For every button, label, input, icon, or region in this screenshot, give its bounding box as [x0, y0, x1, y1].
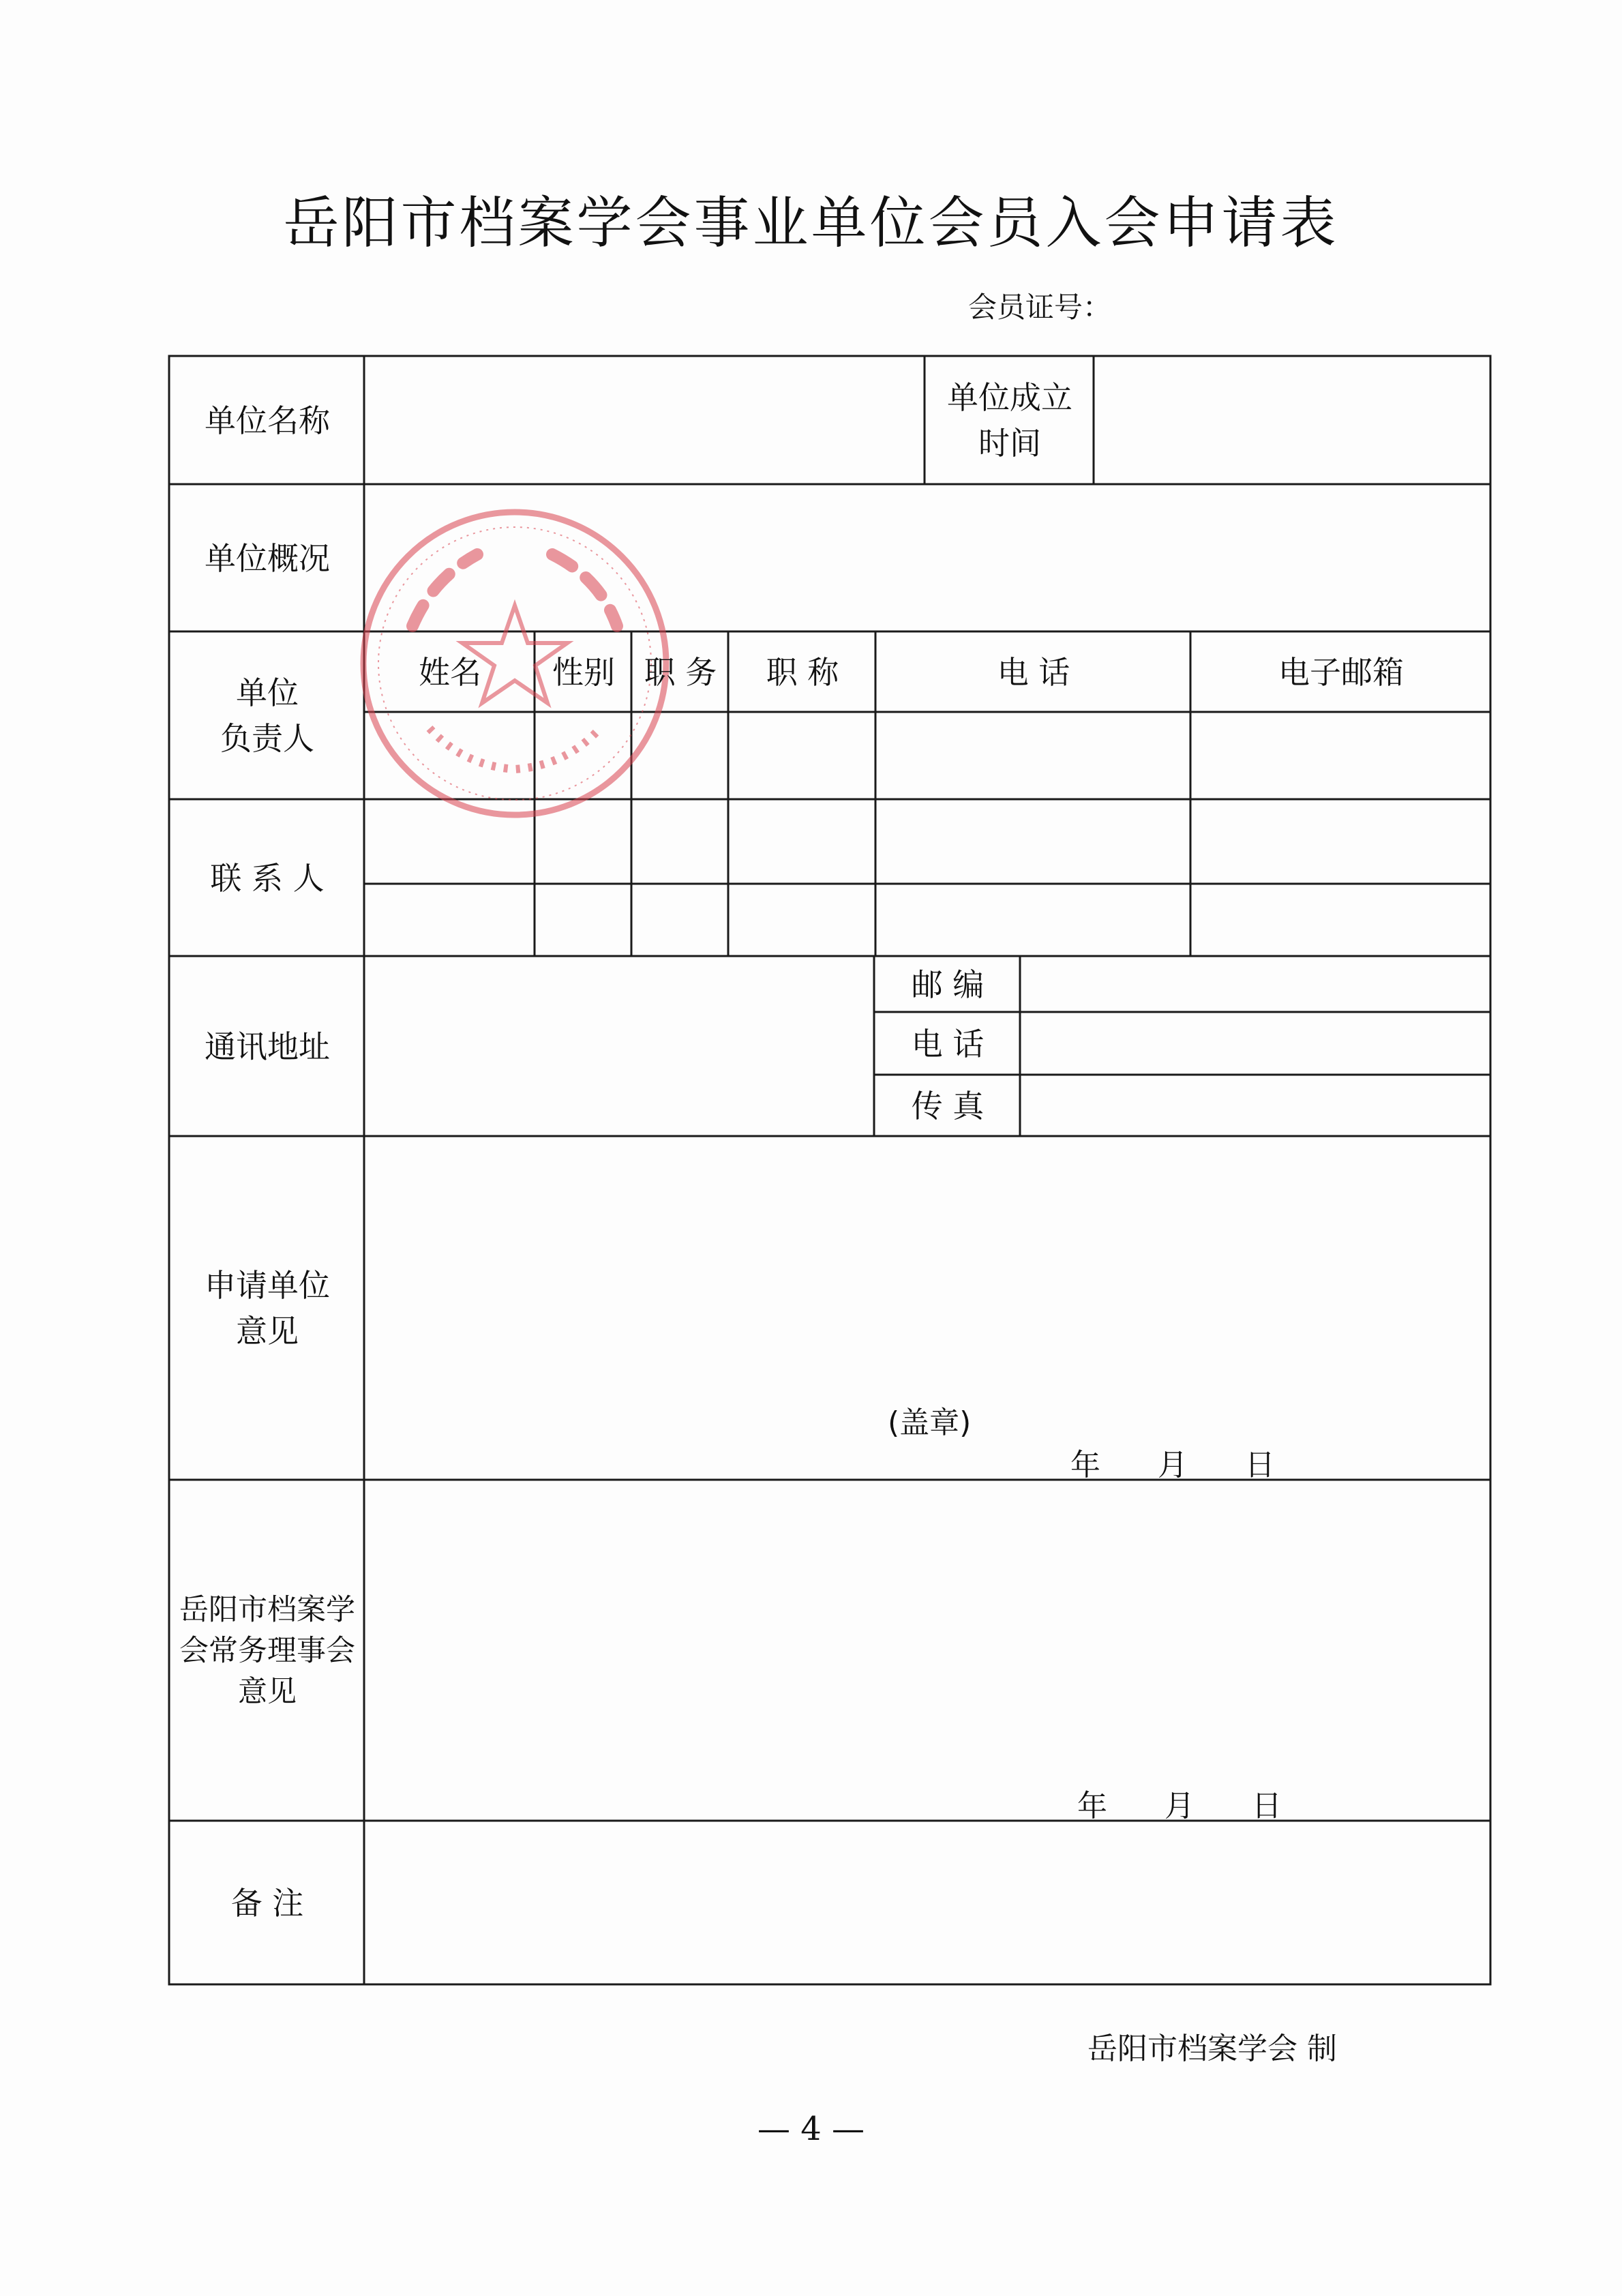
postcode-label: 邮 编 — [911, 966, 985, 1003]
header-name: 姓名 — [419, 653, 481, 691]
council-date: 年 月 日 — [1077, 1789, 1282, 1823]
mailing-address-label: 通讯地址 — [205, 1028, 330, 1065]
unit-name-label: 单位名称 — [205, 402, 330, 439]
council-opinion-label: 岳阳市档案学 会常务理事会 意见 — [179, 1592, 355, 1710]
fax-label: 传 真 — [911, 1087, 985, 1124]
member-number-label: 会员证号： — [968, 290, 1112, 324]
unit-leader-label: 单位 负责人 — [220, 674, 314, 757]
founded-time-label: 单位成立 时间 — [947, 379, 1072, 462]
applicant-date: 年 月 日 — [1070, 1448, 1275, 1482]
header-email: 电子邮箱 — [1278, 653, 1404, 691]
header-position: 职 务 — [644, 653, 717, 691]
stamp-label: (盖章) — [888, 1405, 972, 1440]
applicant-opinion-label: 申请单位 意见 — [205, 1267, 330, 1350]
contact-person-label: 联 系 人 — [210, 859, 325, 897]
header-title: 职 称 — [766, 653, 839, 691]
header-phone: 电 话 — [997, 653, 1070, 691]
header-gender: 性别 — [552, 653, 615, 691]
page-number: — 4 — — [757, 2110, 865, 2148]
issuer-footer: 岳阳市档案学会 制 — [1087, 2031, 1337, 2066]
phone-label: 电 话 — [911, 1025, 985, 1062]
unit-overview-label: 单位概况 — [205, 539, 330, 577]
form-title: 岳阳市档案学会事业单位会员入会申请表 — [283, 191, 1339, 256]
remarks-label: 备 注 — [230, 1884, 304, 1922]
